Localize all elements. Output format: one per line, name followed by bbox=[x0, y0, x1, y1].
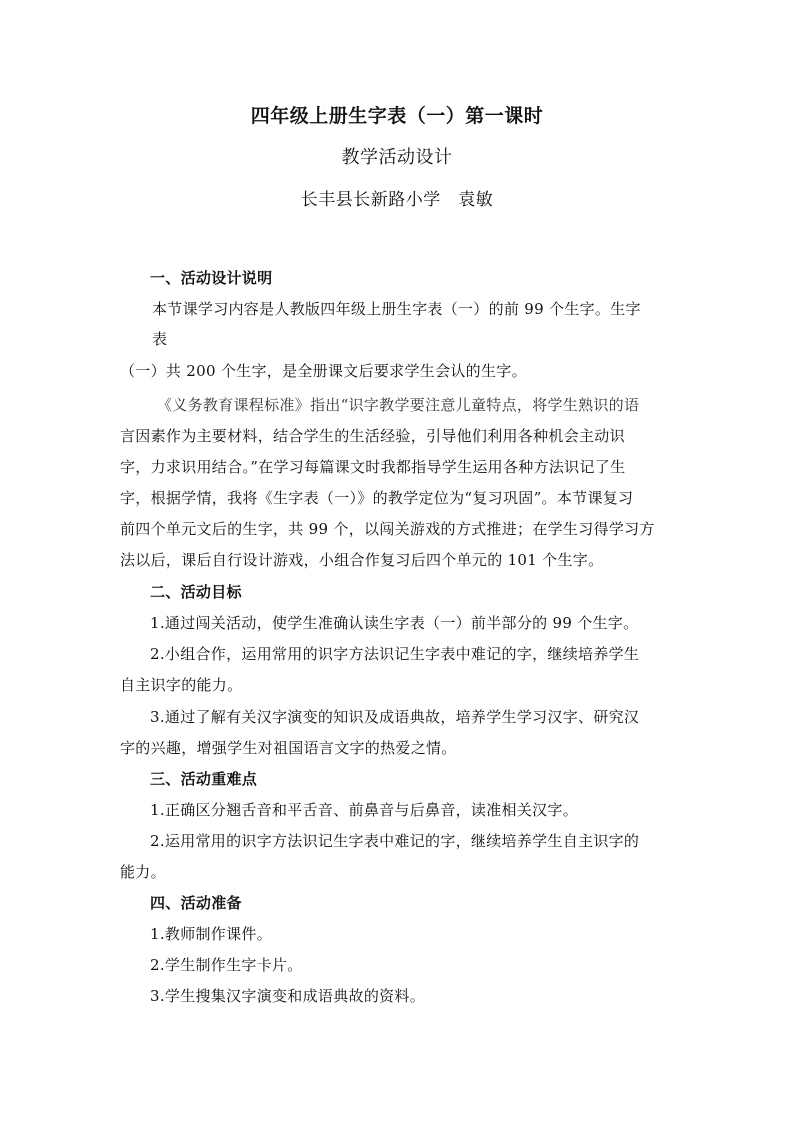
paragraph-line: 言因素作为主要材料，结合学生的生活经验，引导他们利用各种机会主动识 bbox=[120, 427, 625, 445]
list-item: 3.通过了解有关汉字演变的知识及成语典故，培养学生学习汉字、研究汉 bbox=[150, 708, 640, 726]
paragraph-line: （一）共 200 个生字，是全册课文后要求学生会认的生字。 bbox=[120, 362, 527, 380]
list-item-continuation: 字的兴趣，增强学生对祖国语言文字的热爱之情。 bbox=[120, 739, 457, 757]
list-item: 2.运用常用的识字方法识记生字表中难记的字，继续培养学生自主识字的 bbox=[150, 832, 640, 850]
paragraph-line: 字，根据学情，我将《生字表（一）》的教学定位为“复习巩固”。本节课复习 bbox=[120, 489, 634, 507]
list-item-continuation: 自主识字的能力。 bbox=[120, 676, 243, 694]
section-heading-goals: 二、活动目标 bbox=[150, 583, 242, 601]
list-item: 2.学生制作生字卡片。 bbox=[150, 956, 303, 974]
paragraph-line: 表 bbox=[152, 330, 168, 348]
list-item: 2.小组合作，运用常用的识字方法识记生字表中难记的字，继续培养学生 bbox=[150, 645, 640, 663]
list-item: 1.通过闯关活动，使学生准确认读生字表（一）前半部分的 99 个生字。 bbox=[150, 614, 639, 632]
section-heading-description: 一、活动设计说明 bbox=[150, 269, 273, 287]
list-item: 3.学生搜集汉字演变和成语典故的资料。 bbox=[150, 987, 426, 1005]
paragraph-line: 前四个单元文后的生字，共 99 个，以闯关游戏的方式推进；在学生习得学习方 bbox=[120, 520, 655, 538]
paragraph-line: 法以后，课后自行设计游戏，小组合作复习后四个单元的 101 个生字。 bbox=[120, 551, 604, 569]
section-heading-preparation: 四、活动准备 bbox=[150, 894, 242, 912]
paragraph-line: 《义务教育课程标准》指出“识字教学要注意儿童特点，将学生熟识的语 bbox=[157, 396, 640, 414]
list-item-continuation: 能力。 bbox=[120, 863, 166, 881]
list-item: 1.教师制作课件。 bbox=[150, 925, 273, 943]
section-heading-key-points: 三、活动重难点 bbox=[150, 770, 258, 788]
document-subtitle: 教学活动设计 bbox=[341, 147, 453, 168]
document-title: 四年级上册生字表（一）第一课时 bbox=[250, 105, 544, 127]
author-line: 长丰县长新路小学 袁敏 bbox=[300, 190, 494, 210]
list-item: 1.正确区分翘舌音和平舌音、前鼻音与后鼻音，读准相关汉字。 bbox=[150, 801, 579, 819]
paragraph-line: 本节课学习内容是人教版四年级上册生字表（一）的前 99 个生字。生字 bbox=[152, 300, 641, 318]
paragraph-line: 字，力求识用结合。”在学习每篇课文时我都指导学生运用各种方法识记了生 bbox=[120, 458, 626, 476]
